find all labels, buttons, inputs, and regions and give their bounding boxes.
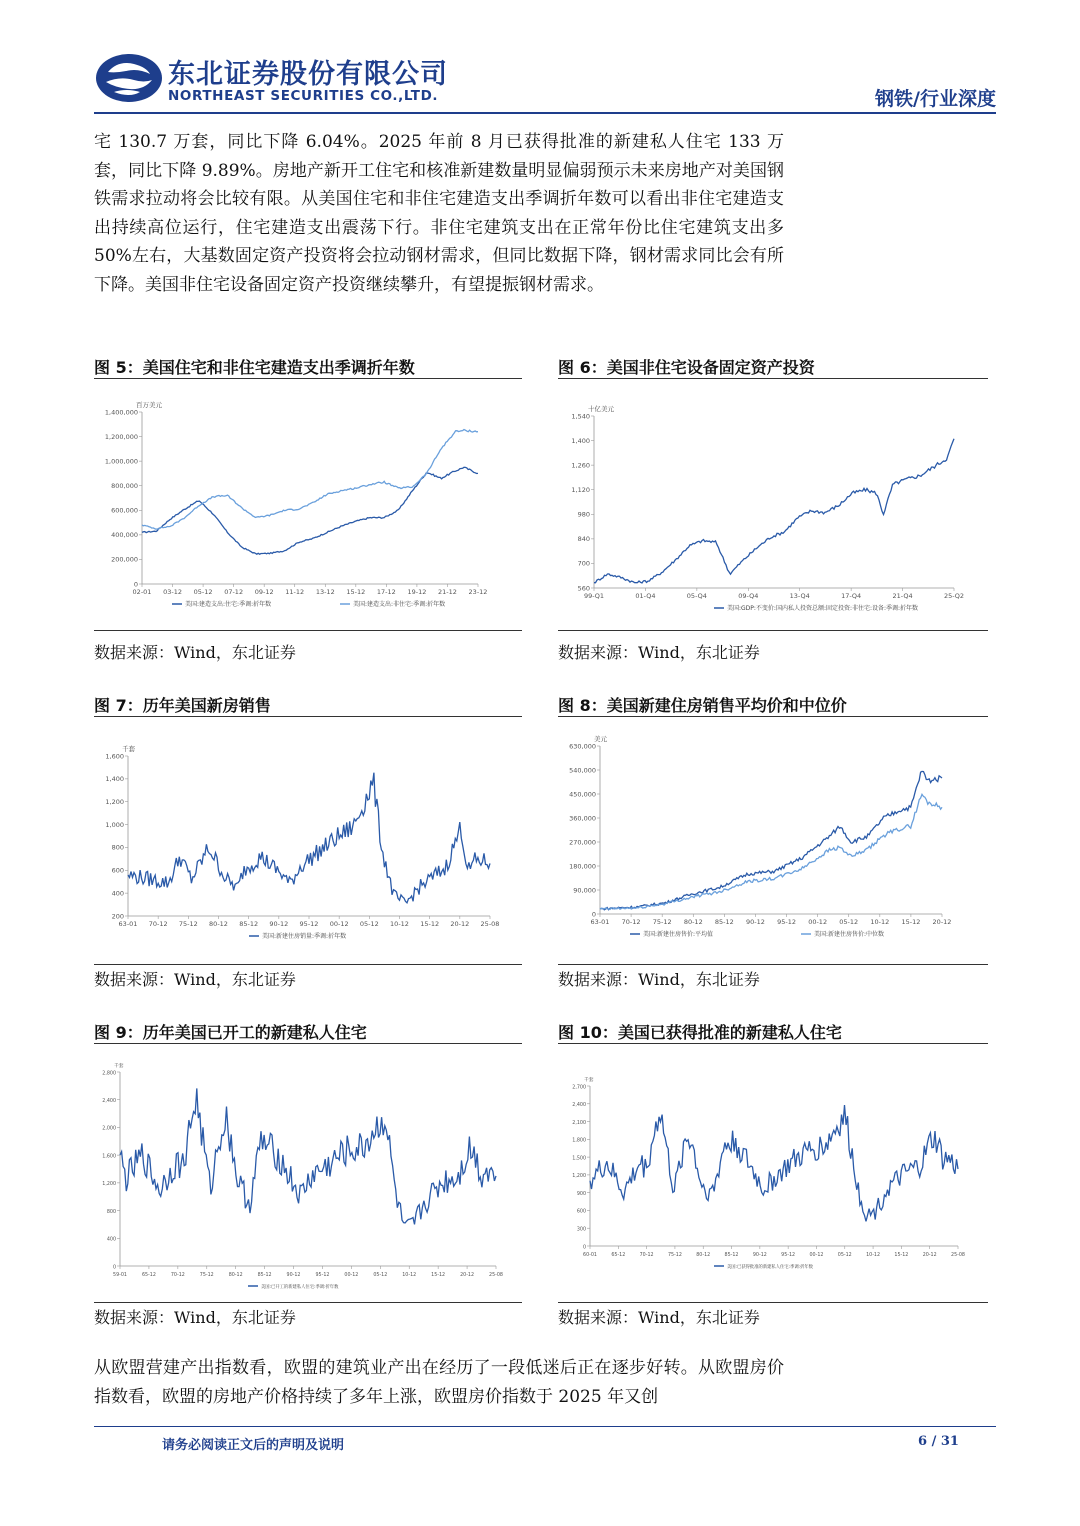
- x-tick-label: 10-12: [402, 1273, 417, 1278]
- y-tick-label: 0: [133, 580, 138, 589]
- y-tick-label: 2,400: [102, 1099, 116, 1105]
- x-tick-label: 15-12: [431, 1273, 446, 1278]
- y-tick-label: 1,600: [105, 752, 124, 761]
- x-tick-label: 65-12: [141, 1273, 156, 1278]
- figure-5-title: 图 5：美国住宅和非住宅建造支出季调折年数: [94, 358, 415, 377]
- x-tick-label: 60-01: [583, 1253, 597, 1258]
- x-tick-label: 02-01: [132, 588, 152, 596]
- x-tick-label: 21-12: [438, 588, 457, 596]
- x-tick-label: 75-12: [178, 920, 198, 928]
- x-tick-label: 05-12: [193, 588, 213, 596]
- y-tick-label: 200,000: [111, 555, 138, 564]
- x-tick-label: 95-12: [781, 1253, 796, 1258]
- y-tick-label: 1,400: [571, 436, 590, 445]
- y-tick-label: 600: [111, 866, 124, 875]
- y-tick-label: 1,540: [571, 412, 590, 421]
- y-tick-label: 90,000: [573, 886, 596, 895]
- x-tick-label: 95-12: [299, 920, 319, 928]
- x-tick-label: 13-12: [315, 588, 335, 596]
- x-tick-label: 25-Q2: [943, 592, 965, 600]
- x-tick-label: 15-12: [901, 918, 921, 926]
- y-tick-label: 0: [582, 1245, 586, 1251]
- figure-7-source: 数据来源：Wind，东北证券: [94, 970, 296, 989]
- y-tick-label: 2,700: [572, 1085, 586, 1091]
- x-tick-label: 25-08: [489, 1273, 503, 1278]
- x-tick-label: 25-08: [951, 1253, 965, 1258]
- x-tick-label: 99-Q1: [583, 592, 605, 600]
- figure-8-bottom-rule: [558, 964, 988, 965]
- y-tick-label: 1,000,000: [104, 457, 138, 466]
- company-name-en: NORTHEAST SECURITIES CO.,LTD.: [168, 88, 439, 104]
- figure-7-bottom-rule: [94, 964, 522, 965]
- y-tick-label: 400: [111, 889, 124, 898]
- figure-10-title: 图 10：美国已获得批准的新建私人住宅: [558, 1023, 842, 1042]
- x-tick-label: 80-12: [696, 1253, 711, 1258]
- y-tick-label: 600: [576, 1209, 586, 1215]
- chart-unit-label: 千套: [114, 1064, 124, 1069]
- body-paragraph-2: 从欧盟营建产出指数看，欧盟的建筑业产出在经历了一段低迷后正在逐步好转。从欧盟房价指数看，欧盟的房地产价格持续了多年上涨，欧盟房价指数于 2025 年又创: [94, 1358, 784, 1407]
- x-tick-label: 70-12: [639, 1253, 654, 1258]
- x-tick-label: 20-12: [450, 920, 470, 928]
- figure-5-bottom-rule: [94, 630, 522, 631]
- y-tick-label: 1,000: [105, 820, 124, 829]
- y-tick-label: 1,600: [102, 1154, 116, 1160]
- x-tick-label: 03-12: [163, 588, 182, 596]
- series-line: [120, 1088, 496, 1224]
- x-tick-label: 10-12: [870, 918, 890, 926]
- y-tick-label: 0: [591, 910, 596, 919]
- y-tick-label: 2,800: [102, 1071, 116, 1077]
- y-tick-label: 1,200: [105, 798, 124, 807]
- x-tick-label: 15-12: [894, 1253, 909, 1258]
- footer-rule: [94, 1426, 996, 1427]
- figure-9-source: 数据来源：Wind，东北证券: [94, 1308, 296, 1327]
- x-tick-label: 05-12: [373, 1273, 388, 1278]
- figure-6-chart: [562, 392, 974, 624]
- series-line: [128, 773, 490, 903]
- chart-unit-label: 十亿美元: [588, 405, 614, 413]
- y-tick-label: 300: [576, 1227, 586, 1233]
- y-tick-label: 1,200: [572, 1174, 586, 1180]
- y-tick-label: 540,000: [569, 766, 596, 775]
- y-tick-label: 800: [106, 1209, 116, 1215]
- x-tick-label: 85-12: [239, 920, 259, 928]
- y-tick-label: 0: [112, 1265, 116, 1271]
- y-tick-label: 180,000: [569, 862, 596, 871]
- x-tick-label: 63-01: [118, 920, 138, 928]
- y-tick-label: 1,400,000: [104, 408, 138, 417]
- x-tick-label: 85-12: [724, 1253, 739, 1258]
- x-tick-label: 00-12: [329, 920, 349, 928]
- figure-6-source: 数据来源：Wind，东北证券: [558, 643, 760, 662]
- x-tick-label: 07-12: [224, 588, 244, 596]
- y-tick-label: 840: [577, 535, 590, 544]
- x-tick-label: 95-12: [777, 918, 796, 926]
- chart-unit-label: 千套: [584, 1078, 594, 1083]
- chart-unit-label: 美元: [594, 735, 607, 743]
- x-tick-label: 09-12: [254, 588, 274, 596]
- x-tick-label: 90-12: [269, 920, 289, 928]
- series-line: [590, 1105, 958, 1221]
- x-tick-label: 20-12: [460, 1273, 475, 1278]
- x-tick-label: 63-01: [590, 918, 610, 926]
- figure-9-title: 图 9：历年美国已开工的新建私人住宅: [94, 1023, 367, 1042]
- y-tick-label: 1,200,000: [104, 432, 138, 441]
- legend-label: 美国:建造支出:非住宅:季调:折年数: [353, 601, 446, 608]
- figure-8-source: 数据来源：Wind，东北证券: [558, 970, 760, 989]
- figure-10-rule: [558, 1043, 988, 1044]
- x-tick-label: 65-12: [611, 1253, 626, 1258]
- chart-unit-label: 千套: [122, 745, 135, 753]
- figure-9-rule: [94, 1043, 522, 1044]
- x-tick-label: 05-12: [359, 920, 379, 928]
- figure-7-title: 图 7：历年美国新房销售: [94, 696, 271, 715]
- y-tick-label: 270,000: [569, 838, 596, 847]
- figure-7-rule: [94, 716, 522, 717]
- footer-disclaimer: 请务必阅读正文后的声明及说明: [162, 1438, 345, 1453]
- legend-label: 美国:建造支出:住宅:季调:折年数: [185, 601, 272, 608]
- figure-8-rule: [558, 716, 988, 717]
- x-tick-label: 85-12: [257, 1273, 272, 1278]
- series-line: [600, 771, 942, 909]
- sector-tag: 钢铁/行业深度: [875, 88, 996, 110]
- figure-5-chart: [98, 392, 498, 624]
- y-tick-label: 630,000: [569, 742, 596, 751]
- legend-label: 美国:新建住房售价:中位数: [814, 931, 885, 938]
- x-tick-label: 05-Q4: [686, 592, 707, 600]
- y-tick-label: 400: [106, 1237, 116, 1243]
- header-rule: [94, 112, 996, 114]
- y-tick-label: 1,500: [572, 1156, 586, 1162]
- y-tick-label: 2,100: [572, 1120, 586, 1126]
- y-tick-label: 800: [111, 843, 124, 852]
- figure-8-chart: [562, 732, 974, 958]
- y-tick-label: 1,400: [105, 775, 124, 784]
- x-tick-label: 01-Q4: [635, 592, 656, 600]
- x-tick-label: 00-12: [344, 1273, 359, 1278]
- y-tick-label: 360,000: [569, 814, 596, 823]
- y-tick-label: 450,000: [569, 790, 596, 799]
- figure-8-title: 图 8：美国新建住房销售平均价和中位价: [558, 696, 847, 715]
- x-tick-label: 20-12: [932, 918, 952, 926]
- y-tick-label: 800,000: [111, 482, 138, 491]
- x-tick-label: 10-12: [390, 920, 409, 928]
- x-tick-label: 00-12: [809, 1253, 824, 1258]
- x-tick-label: 85-12: [714, 918, 734, 926]
- x-tick-label: 80-12: [683, 918, 703, 926]
- x-tick-label: 70-12: [621, 918, 641, 926]
- x-tick-label: 95-12: [315, 1273, 330, 1278]
- x-tick-label: 90-12: [286, 1273, 301, 1278]
- x-tick-label: 13-Q4: [789, 592, 810, 600]
- y-tick-label: 560: [577, 584, 590, 593]
- x-tick-label: 90-12: [746, 918, 765, 926]
- y-tick-label: 2,000: [102, 1126, 116, 1132]
- series-line: [594, 439, 954, 583]
- x-tick-label: 70-12: [148, 920, 168, 928]
- figure-6-rule: [558, 378, 988, 379]
- x-tick-label: 05-12: [839, 918, 859, 926]
- x-tick-label: 25-08: [480, 920, 500, 928]
- x-tick-label: 11-12: [285, 588, 305, 596]
- figure-6-title: 图 6：美国非住宅设备固定资产投资: [558, 358, 815, 377]
- x-tick-label: 05-12: [837, 1253, 852, 1258]
- x-tick-label: 75-12: [652, 918, 672, 926]
- x-tick-label: 17-Q4: [841, 592, 862, 600]
- page-number: 6 / 31: [918, 1434, 959, 1449]
- series-line: [600, 794, 942, 909]
- legend-label: 美国:GDP:不变价:国内私人投资总额:固定投资:非住宅:设备:季调:折年数: [727, 605, 919, 612]
- x-tick-label: 75-12: [199, 1273, 214, 1278]
- y-tick-label: 900: [576, 1191, 586, 1197]
- figure-10-chart: [562, 1074, 974, 1274]
- chart-unit-label: 百万美元: [136, 401, 162, 409]
- x-tick-label: 80-12: [209, 920, 228, 928]
- legend-label: 美国:新建住房售价:平均值: [643, 931, 714, 938]
- x-tick-label: 90-12: [752, 1253, 767, 1258]
- figure-7-chart: [98, 732, 510, 958]
- x-tick-label: 20-12: [922, 1253, 937, 1258]
- figure-5-rule: [94, 378, 522, 379]
- legend-label: 美国:已开工的新建私人住宅:季调:折年数: [261, 1285, 339, 1290]
- series-line: [142, 430, 478, 530]
- x-tick-label: 70-12: [170, 1273, 185, 1278]
- y-tick-label: 700: [577, 559, 590, 568]
- company-name-cn: 东北证券股份有限公司: [168, 59, 448, 90]
- y-tick-label: 200: [111, 912, 124, 921]
- y-tick-label: 600,000: [111, 506, 138, 515]
- y-tick-label: 400,000: [111, 531, 138, 540]
- figure-10-source: 数据来源：Wind，东北证券: [558, 1308, 760, 1327]
- company-logo: [94, 52, 164, 104]
- x-tick-label: 19-12: [407, 588, 427, 596]
- figure-9-chart: [98, 1060, 510, 1292]
- y-tick-label: 980: [577, 510, 590, 519]
- y-tick-label: 1,800: [572, 1138, 586, 1144]
- x-tick-label: 09-Q4: [738, 592, 759, 600]
- y-tick-label: 1,120: [571, 486, 590, 495]
- x-tick-label: 21-Q4: [892, 592, 913, 600]
- x-tick-label: 17-12: [376, 588, 396, 596]
- x-tick-label: 23-12: [468, 588, 488, 596]
- figure-10-bottom-rule: [558, 1302, 988, 1303]
- figure-6-bottom-rule: [558, 630, 988, 631]
- legend-label: 美国:新建住房销量:季调:折年数: [262, 933, 347, 940]
- x-tick-label: 75-12: [667, 1253, 682, 1258]
- y-tick-label: 1,260: [571, 461, 590, 470]
- x-tick-label: 80-12: [228, 1273, 243, 1278]
- x-tick-label: 10-12: [866, 1253, 881, 1258]
- y-tick-label: 2,400: [572, 1103, 586, 1109]
- x-tick-label: 15-12: [420, 920, 440, 928]
- figure-9-bottom-rule: [94, 1302, 522, 1303]
- figure-5-source: 数据来源：Wind，东北证券: [94, 643, 296, 662]
- x-tick-label: 15-12: [346, 588, 366, 596]
- legend-label: 美国:已获得批准的新建私人住宅:季调:折年数: [727, 1265, 813, 1270]
- x-tick-label: 59-01: [113, 1273, 127, 1278]
- x-tick-label: 00-12: [808, 918, 828, 926]
- y-tick-label: 1,200: [102, 1182, 116, 1188]
- body-paragraph-1: 宅 130.7 万套，同比下降 6.04%。2025 年前 8 月已获得批准的新建私人住宅 133 万套，同比下降 9.89%。房地产新开工住宅和核准新建数量明显偏弱预示未来房地产对美国钢铁需求拉动将会比较有限。从美国住宅和非住宅建造支出季调折年数可以看出非住宅建造支出持续高位运行，住宅建造支出震荡下行。非住宅建筑支出在正常年份比住宅建筑支出多 50%左右，大基数固定资产投资将会拉动钢材需求，但同比数据下降，钢材需求同比会有所下降。美国非住宅设备固定资产投资继续攀升，有望提振钢材需求。: [94, 132, 784, 295]
